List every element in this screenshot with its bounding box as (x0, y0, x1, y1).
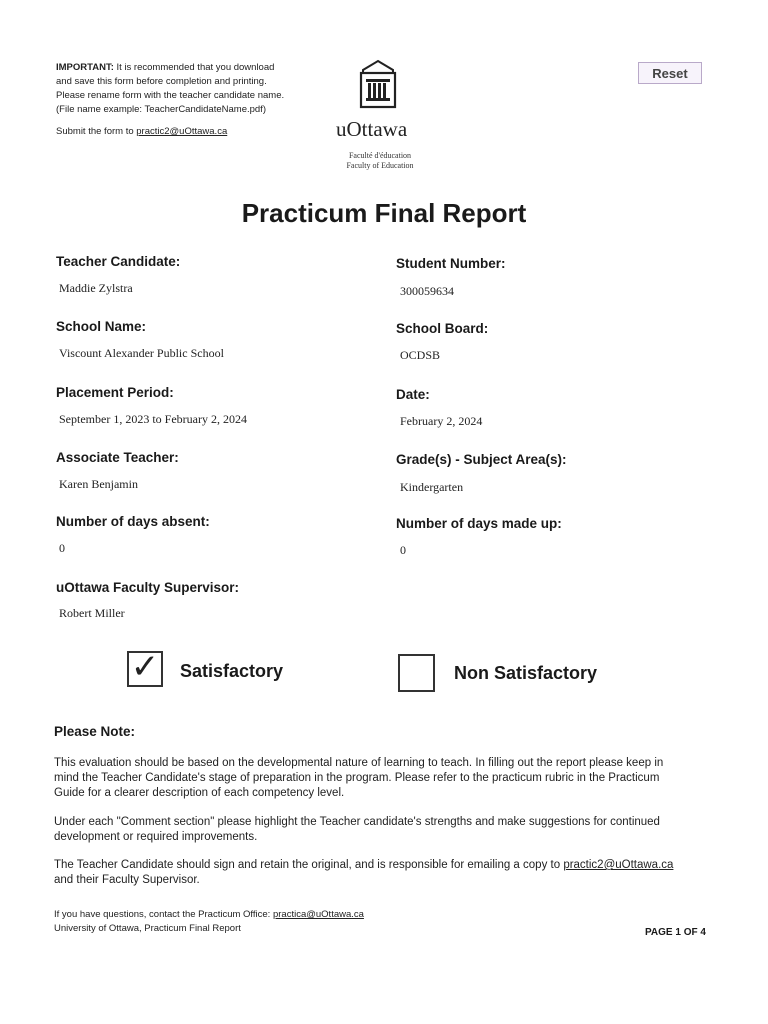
faculty-supervisor-field[interactable]: Robert Miller (59, 606, 125, 620)
faculty-en: Faculty of Education (346, 161, 414, 170)
submit-email-link[interactable]: practic2@uOttawa.ca (136, 126, 228, 137)
footer-contact (54, 908, 364, 936)
associate-teacher-label: Associate Teacher: (56, 450, 179, 465)
faculty-name (320, 151, 440, 171)
contact-text: If you have questions, contact the Practicum Office: (54, 909, 271, 920)
placement-period-label: Placement Period: (56, 385, 174, 400)
paragraph-line: mind the Teacher Candidate's stage of preparation in the program. Please refer to the practicum rubric in the Practicum (54, 772, 660, 784)
note-line: (File name example: TeacherCandidateName.pdf) (56, 104, 266, 115)
paragraph-line: Under each "Comment section" please highlight the Teacher candidate's strengths and make suggestions for continued (54, 816, 660, 828)
checkmark-icon: ✓ (130, 647, 160, 687)
school-name-field[interactable]: Viscount Alexander Public School (59, 346, 224, 360)
date-field[interactable]: February 2, 2024 (400, 414, 483, 428)
paragraph-line: This evaluation should be based on the developmental nature of learning to teach. In filling out the report please keep in (54, 757, 664, 769)
note-line: Please rename form with the teacher candidate name. (56, 90, 285, 101)
paragraph-line: and their Faculty Supervisor. (54, 874, 200, 886)
satisfactory-checkbox[interactable] (127, 647, 163, 687)
days-absent-label: Number of days absent: (56, 514, 210, 529)
teacher-candidate-label: Teacher Candidate: (56, 254, 181, 269)
note-paragraph-3 (54, 858, 704, 888)
paragraph-line: development or required improvements. (54, 831, 258, 843)
uottawa-crest-icon (357, 58, 399, 110)
note-paragraph-2 (54, 815, 704, 845)
school-board-field[interactable]: OCDSB (400, 348, 441, 362)
paragraph-line: Guide for a clearer description of each competency level. (54, 787, 345, 799)
days-made-up-label: Number of days made up: (396, 516, 562, 531)
logo-wordmark: uOttawa (336, 117, 408, 141)
school-board-label: School Board: (396, 321, 489, 336)
important-note (56, 61, 326, 117)
school-name-label: School Name: (56, 319, 147, 334)
placement-period-field[interactable]: September 1, 2023 to February 2, 2024 (59, 412, 247, 426)
important-label: IMPORTANT: (56, 62, 114, 73)
submit-text: Submit the form to (56, 126, 134, 137)
paragraph-line: The Teacher Candidate should sign and retain the original, and is responsible for emailing a copy to (54, 859, 561, 871)
contact-email-link[interactable]: practica@uOttawa.ca (272, 909, 364, 920)
report-name: University of Ottawa, Practicum Final Report (54, 923, 241, 934)
note-paragraph-1 (54, 756, 704, 801)
page-title: Practicum Final Report (241, 198, 527, 228)
important-text: It is recommended that you download (116, 62, 275, 73)
note-line: and save this form before completion and printing. (56, 76, 267, 87)
non-satisfactory-checkbox[interactable] (398, 654, 435, 692)
date-label: Date: (396, 387, 430, 402)
non-satisfactory-label: Non Satisfactory (454, 663, 598, 683)
page-number: PAGE 1 OF 4 (645, 927, 706, 938)
associate-teacher-field[interactable]: Karen Benjamin (59, 477, 138, 491)
teacher-candidate-field[interactable]: Maddie Zylstra (59, 281, 133, 295)
student-number-field[interactable]: 300059634 (400, 284, 454, 298)
practic2-email-link[interactable]: practic2@uOttawa.ca (563, 859, 674, 871)
student-number-label: Student Number: (396, 256, 506, 271)
satisfactory-label: Satisfactory (180, 661, 284, 681)
faculty-supervisor-label: uOttawa Faculty Supervisor: (56, 580, 240, 595)
grade-subject-label: Grade(s) - Subject Area(s): (396, 452, 567, 467)
submit-line (56, 125, 227, 139)
days-made-up-field[interactable]: 0 (400, 543, 406, 557)
days-absent-field[interactable]: 0 (59, 541, 65, 555)
faculty-fr: Faculté d'éducation (348, 151, 412, 160)
please-note-heading: Please Note: (54, 724, 136, 739)
reset-button[interactable]: Reset (638, 62, 702, 84)
grade-subject-field[interactable]: Kindergarten (400, 480, 464, 494)
